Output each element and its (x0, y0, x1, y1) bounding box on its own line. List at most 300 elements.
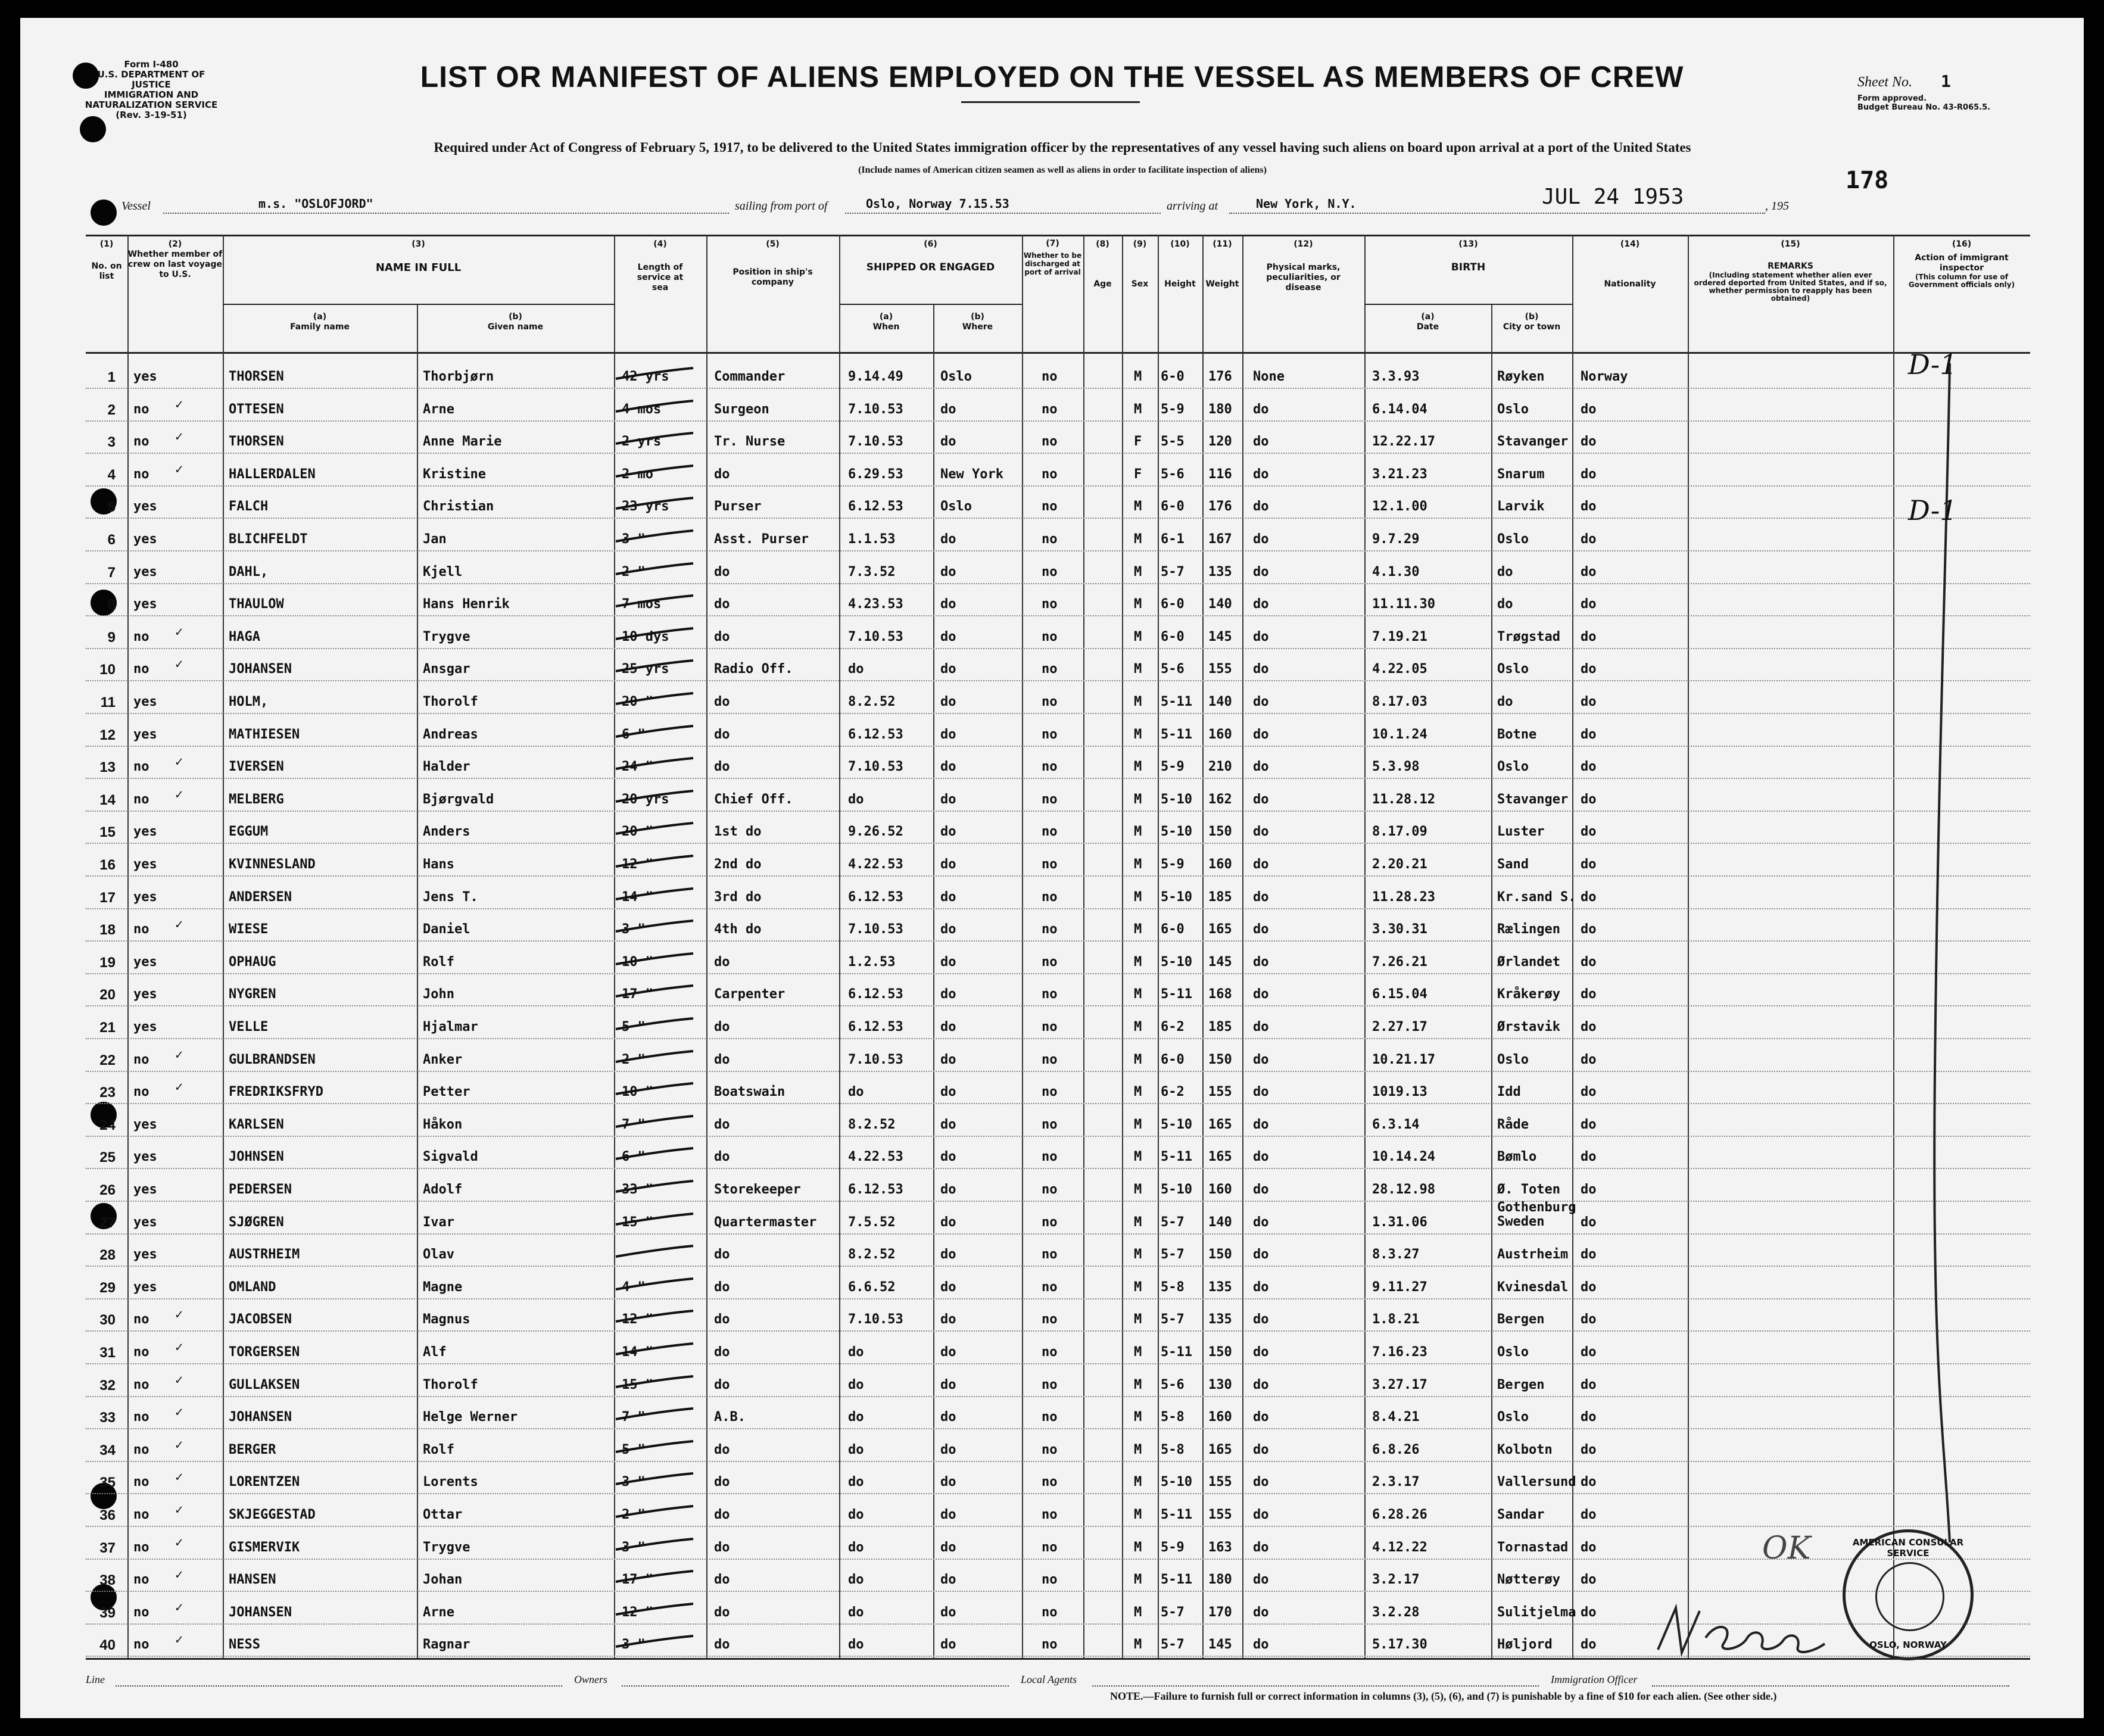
physical-marks-cell: do (1253, 629, 1269, 644)
birth-town-cell: Ørstavik (1497, 1020, 1560, 1034)
sex-cell: M (1134, 1507, 1142, 1522)
height-cell: 5-10 (1161, 1182, 1192, 1197)
check-icon: ✓ (175, 1080, 183, 1095)
service-length-cell: 20 " (622, 824, 653, 840)
shipped-when-cell: do (848, 1539, 864, 1555)
position-cell: do (714, 1475, 730, 1490)
check-icon: ✓ (175, 657, 183, 672)
col16-header (1893, 239, 2030, 289)
birth-date-cell: 3.27.17 (1372, 1377, 1427, 1392)
col3-header (223, 239, 614, 273)
table-row (86, 615, 2030, 649)
column-label: Height (1164, 279, 1196, 289)
position-cell: do (714, 1052, 730, 1067)
discharge-cell: no (1042, 759, 1058, 775)
sex-cell: M (1134, 1572, 1142, 1588)
col2-header (127, 239, 223, 280)
sex-cell: M (1134, 857, 1142, 872)
nationality-cell: do (1581, 954, 1597, 970)
shipped-when-cell: 6.12.53 (848, 889, 903, 905)
service-strike-mark (613, 1180, 696, 1194)
nationality-cell: do (1581, 1572, 1597, 1588)
row-number-cell: 39 (99, 1604, 116, 1621)
weight-cell: 160 (1208, 1410, 1232, 1425)
given-name-cell: Rolf (423, 1442, 454, 1457)
table-row (86, 908, 2030, 942)
weight-cell: 165 (1208, 1149, 1232, 1165)
check-icon: ✓ (175, 1405, 183, 1420)
row-number-cell: 21 (99, 1020, 116, 1036)
shipped-where-cell: do (940, 1279, 956, 1295)
row-number-cell: 36 (99, 1507, 116, 1523)
sex-cell: M (1134, 629, 1142, 644)
table-row (86, 940, 2030, 974)
service-strike-mark (613, 1115, 696, 1129)
birth-town-cell: Oslo (1497, 759, 1529, 775)
family-name-cell: OTTESEN (229, 401, 284, 417)
table-row (86, 388, 2030, 422)
position-cell: do (714, 1345, 730, 1360)
birth-town-cell: Kråkerøy (1497, 987, 1560, 1002)
given-name-cell: Magne (423, 1279, 463, 1295)
discharge-cell: no (1042, 694, 1058, 709)
inspector-mark-line (1914, 357, 1985, 1548)
sex-cell: M (1134, 1117, 1142, 1132)
position-cell: do (714, 694, 730, 709)
family-name-cell: JOHANSEN (229, 1604, 292, 1620)
weight-cell: 145 (1208, 629, 1232, 644)
budget-approval (1857, 94, 1990, 112)
family-name-cell: VELLE (229, 1020, 269, 1034)
crew-status-cell: yes (133, 597, 157, 612)
physical-marks-cell: do (1253, 1637, 1269, 1653)
given-name-cell: Alf (423, 1345, 447, 1360)
shipped-when-cell: 6.6.52 (848, 1279, 896, 1295)
position-cell: do (714, 1247, 730, 1263)
position-cell: do (714, 1604, 730, 1620)
position-cell: do (714, 466, 730, 482)
birth-town-cell: do (1497, 564, 1513, 579)
physical-marks-cell: do (1253, 564, 1269, 579)
discharge-cell: no (1042, 401, 1058, 417)
height-cell: 5-9 (1161, 1539, 1185, 1555)
service-length-cell: 2 " (622, 564, 646, 579)
birth-date-cell: 4.22.05 (1372, 662, 1427, 677)
birth-date-cell: 8.3.27 (1372, 1247, 1420, 1263)
title-underline (961, 101, 1140, 103)
discharge-cell: no (1042, 922, 1058, 937)
shipped-when-cell: do (848, 1572, 864, 1588)
service-strike-mark (613, 1017, 696, 1031)
birth-date-cell: 6.14.04 (1372, 401, 1427, 417)
shipped-when-cell: do (848, 1442, 864, 1457)
discharge-cell: no (1042, 1442, 1058, 1457)
weight-cell: 155 (1208, 662, 1232, 677)
birth-date-cell: 3.2.17 (1372, 1572, 1420, 1588)
discharge-cell: no (1042, 369, 1058, 384)
discharge-cell: no (1042, 1345, 1058, 1360)
crew-status-cell: no (133, 1345, 149, 1360)
table-row (86, 973, 2030, 1006)
row-number-cell: 23 (99, 1084, 116, 1101)
crew-status-cell: no (133, 922, 149, 937)
nationality-cell: do (1581, 1052, 1597, 1067)
birth-date-cell: 7.16.23 (1372, 1345, 1427, 1360)
height-cell: 6-0 (1161, 597, 1185, 612)
service-length-cell: 14 " (622, 889, 653, 905)
table-row (86, 1526, 2030, 1560)
check-icon: ✓ (175, 1372, 183, 1388)
birth-date-cell: 2.20.21 (1372, 857, 1427, 872)
family-name-cell: KARLSEN (229, 1117, 284, 1132)
row-number-cell: 40 (99, 1637, 116, 1654)
nationality-cell: do (1581, 1442, 1597, 1457)
birth-town-cell: Sandar (1497, 1507, 1545, 1522)
table-row (86, 1558, 2030, 1592)
discharge-cell: no (1042, 434, 1058, 450)
birth-date-cell: 6.28.26 (1372, 1507, 1427, 1522)
check-icon: ✓ (175, 624, 183, 640)
height-cell: 5-11 (1161, 727, 1192, 742)
shipped-when-cell: 7.10.53 (848, 759, 903, 775)
discharge-cell: no (1042, 662, 1058, 677)
row-number-cell: 8 (107, 597, 116, 613)
seal-text: AMERICAN CONSULAR SERVICE (1852, 1537, 1964, 1559)
col15-header (1688, 239, 1893, 303)
table-row (86, 1460, 2030, 1494)
nationality-cell: do (1581, 1279, 1597, 1295)
row-number-cell: 18 (99, 922, 116, 939)
service: IMMIGRATION AND NATURALIZATION SERVICE (85, 89, 218, 110)
discharge-cell: no (1042, 1214, 1058, 1230)
crew-status-cell: no (133, 629, 149, 644)
arriving-at: New York, N.Y. (1256, 197, 1357, 211)
row-number-cell: 12 (99, 727, 116, 743)
given-name-cell: Ottar (423, 1507, 463, 1522)
service-strike-mark (613, 1407, 696, 1422)
sex-cell: M (1134, 1410, 1142, 1425)
shipped-when-cell: 7.3.52 (848, 564, 896, 579)
shipped-where-cell: do (940, 1604, 956, 1620)
shipped-where-cell: do (940, 597, 956, 612)
crew-status-cell: no (133, 1377, 149, 1392)
seal-eagle-icon (1875, 1562, 1944, 1631)
shipped-where-cell: do (940, 857, 956, 872)
height-cell: 5-8 (1161, 1279, 1185, 1295)
check-icon: ✓ (175, 1535, 183, 1550)
column-label: Length of service at sea (637, 263, 684, 292)
column-number: (13) (1458, 239, 1478, 249)
service-length-cell: 10 " (622, 1084, 653, 1100)
check-icon: ✓ (175, 1307, 183, 1323)
shipped-when-cell: 7.10.53 (848, 401, 903, 417)
physical-marks-cell: do (1253, 662, 1269, 677)
crew-status-cell: yes (133, 1020, 157, 1034)
birth-date-cell: 5.3.98 (1372, 759, 1420, 775)
table-row (86, 518, 2030, 551)
service-strike-mark (613, 1082, 696, 1096)
given-name-cell: Ansgar (423, 662, 470, 677)
service-strike-mark (613, 367, 696, 381)
service-length-cell: 7 " (622, 1117, 646, 1132)
height-cell: 6-0 (1161, 922, 1185, 937)
shipped-when-cell: do (848, 1604, 864, 1620)
birth-town-cell: Kvinesdal (1497, 1279, 1569, 1295)
service-length-cell: 42 yrs (622, 369, 669, 384)
given-name-cell: Adolf (423, 1182, 463, 1197)
shipped-where-cell: do (940, 1247, 956, 1263)
service-length-cell: 23 yrs (622, 499, 669, 515)
service-strike-mark (613, 1538, 696, 1552)
row-number-cell: 22 (99, 1052, 116, 1068)
table-row (86, 1201, 2030, 1235)
nationality-cell: do (1581, 466, 1597, 482)
birth-date-cell: 4.1.30 (1372, 564, 1420, 579)
shipped-where-cell: do (940, 1020, 956, 1034)
date-stamp: JUL 24 1953 (1542, 185, 1684, 209)
height-cell: 5-11 (1161, 1507, 1192, 1522)
weight-cell: 135 (1208, 564, 1232, 579)
table-row (86, 1038, 2030, 1072)
discharge-cell: no (1042, 532, 1058, 547)
revision: (Rev. 3-19-51) (116, 110, 187, 120)
weight-cell: 145 (1208, 1637, 1232, 1653)
physical-marks-cell: do (1253, 1475, 1269, 1490)
crew-status-cell: yes (133, 1182, 157, 1197)
sex-cell: M (1134, 1475, 1142, 1490)
position-cell: do (714, 1442, 730, 1457)
crew-status-cell: yes (133, 564, 157, 579)
given-name-cell: Anker (423, 1052, 463, 1067)
row-number-cell: 6 (107, 532, 116, 548)
birth-town-cell: Luster (1497, 824, 1545, 840)
row-number-cell: 14 (99, 791, 116, 808)
physical-marks-cell: do (1253, 1410, 1269, 1425)
height-cell: 5-10 (1161, 954, 1192, 970)
weight-cell: 150 (1208, 1052, 1232, 1067)
family-name-cell: NESS (229, 1637, 260, 1653)
table-row (86, 1428, 2030, 1462)
service-strike-mark (613, 1635, 696, 1649)
birth-date-cell: 3.3.93 (1372, 369, 1420, 384)
sex-cell: M (1134, 889, 1142, 905)
nationality-cell: do (1581, 759, 1597, 775)
family-name-header: (a) Family name (290, 312, 350, 332)
physical-marks-cell: do (1253, 727, 1269, 742)
height-cell: 6-0 (1161, 629, 1185, 644)
shipped-where-cell: do (940, 1117, 956, 1132)
birth-town-cell: Kr.sand S. (1497, 889, 1576, 905)
crew-status-cell: yes (133, 1247, 157, 1263)
when-header: (a) When (872, 312, 900, 332)
crew-status-cell: no (133, 1637, 149, 1653)
column-label: Whether member of crew on last voyage to U.S. (127, 250, 223, 279)
discharge-cell: no (1042, 1020, 1058, 1034)
height-cell: 5-10 (1161, 889, 1192, 905)
family-name-cell: THORSEN (229, 434, 284, 450)
shipped-when-cell: 6.12.53 (848, 987, 903, 1002)
table-row (86, 843, 2030, 877)
family-name-cell: BLICHFELDT (229, 532, 308, 547)
family-name-cell: FALCH (229, 499, 269, 515)
crew-status-cell: no (133, 1312, 149, 1327)
position-cell: A.B. (714, 1410, 746, 1425)
column-number: (14) (1620, 239, 1640, 249)
crew-status-cell: yes (133, 694, 157, 709)
nationality-cell: do (1581, 1182, 1597, 1197)
subheader-rule (223, 304, 614, 305)
row-number-cell: 19 (99, 954, 116, 971)
birth-town-cell: Oslo (1497, 401, 1529, 417)
family-name-cell: JOHANSEN (229, 662, 292, 677)
birth-date-cell: 12.22.17 (1372, 434, 1435, 450)
discharge-cell: no (1042, 499, 1058, 515)
arriving-label: arriving at (1167, 200, 1218, 213)
discharge-cell: no (1042, 1507, 1058, 1522)
page-title: LIST OR MANIFEST OF ALIENS EMPLOYED ON THE VESSEL AS MEMBERS OF CREW (420, 60, 1684, 93)
column-sublabel: (This column for use of Government officials only) (1908, 273, 2015, 289)
discharge-cell: no (1042, 1604, 1058, 1620)
sheet-label: Sheet No. (1857, 74, 1912, 90)
col9-header (1122, 239, 1158, 289)
service-strike-mark (613, 562, 696, 576)
shipped-where-cell: do (940, 987, 956, 1002)
table-row (86, 1103, 2030, 1137)
weight-cell: 165 (1208, 1442, 1232, 1457)
weight-cell: 155 (1208, 1475, 1232, 1490)
discharge-cell: no (1042, 1279, 1058, 1295)
weight-cell: 168 (1208, 987, 1232, 1002)
birth-town-cell: Oslo (1497, 532, 1529, 547)
service-strike-mark (613, 659, 696, 674)
physical-marks-cell: do (1253, 1214, 1269, 1230)
height-cell: 5-10 (1161, 824, 1192, 840)
birth-date-cell: 9.7.29 (1372, 532, 1420, 547)
column-number: (10) (1170, 239, 1190, 249)
crew-status-cell: no (133, 1604, 149, 1620)
service-strike-mark (613, 1375, 696, 1389)
birth-town-cell: Larvik (1497, 499, 1545, 515)
birth-date-cell: 9.11.27 (1372, 1279, 1427, 1295)
crew-status-cell: yes (133, 1149, 157, 1165)
service-length-cell: 3 " (622, 1539, 646, 1555)
sex-cell: F (1134, 466, 1142, 482)
subnote: (Include names of American citizen seamen as well as aliens in order to facilitate inspection of aliens) (858, 165, 1267, 175)
birth-town-cell: Stavanger (1497, 434, 1569, 450)
service-length-cell: 17 " (622, 1572, 653, 1588)
column-number: (1) (99, 239, 114, 249)
row-number-cell: 30 (99, 1312, 116, 1329)
weight-cell: 160 (1208, 1182, 1232, 1197)
weight-cell: 155 (1208, 1084, 1232, 1100)
sailing-label: sailing from port of (735, 200, 828, 213)
birth-town-cell: Røyken (1497, 369, 1545, 384)
birth-date-cell: 1.8.21 (1372, 1312, 1420, 1327)
discharge-cell: no (1042, 954, 1058, 970)
column-number: (11) (1212, 239, 1232, 249)
shipped-where-cell: do (940, 889, 956, 905)
sex-cell: M (1134, 1539, 1142, 1555)
position-cell: do (714, 1637, 730, 1653)
header-bottom-rule (86, 352, 2030, 354)
position-cell: Commander (714, 369, 786, 384)
physical-marks-cell: do (1253, 857, 1269, 872)
column-number: (6) (924, 239, 937, 249)
family-name-cell: LORENTZEN (229, 1475, 300, 1490)
shipped-when-cell: 8.2.52 (848, 1117, 896, 1132)
physical-marks-cell: do (1253, 1182, 1269, 1197)
discharge-cell: no (1042, 791, 1058, 807)
col6-header (839, 239, 1022, 273)
shipped-where-cell: do (940, 791, 956, 807)
physical-marks-cell: do (1253, 791, 1269, 807)
service-strike-mark (613, 855, 696, 869)
table-row (86, 355, 2030, 389)
birth-town-cell: Oslo (1497, 662, 1529, 677)
service-strike-mark (613, 1050, 696, 1064)
crew-status-cell: no (133, 759, 149, 775)
service-length-cell: 15 " (622, 1377, 653, 1392)
service-length-cell: 7 mos (622, 597, 662, 612)
given-name-cell: Thorolf (423, 694, 478, 709)
shipped-where-cell: do (940, 824, 956, 840)
service-length-cell: 6 " (622, 1149, 646, 1165)
position-cell: do (714, 1507, 730, 1522)
given-name-cell: Arne (423, 401, 454, 417)
budget-line: Budget Bureau No. 43-R065.5. (1857, 103, 1991, 112)
weight-cell: 180 (1208, 1572, 1232, 1588)
shipped-when-cell: 9.14.49 (848, 369, 903, 384)
shipped-where-cell: do (940, 564, 956, 579)
given-name-cell: Daniel (423, 922, 470, 937)
weight-cell: 162 (1208, 791, 1232, 807)
birth-town-cell: Nøtterøy (1497, 1572, 1560, 1588)
birth-date-cell: 12.1.00 (1372, 499, 1427, 515)
birth-town-cell: Sand (1497, 857, 1529, 872)
sex-cell: M (1134, 1312, 1142, 1327)
shipped-where-cell: do (940, 1507, 956, 1522)
sex-cell: M (1134, 401, 1142, 417)
shipped-where-cell: do (940, 1312, 956, 1327)
shipped-when-cell: 7.5.52 (848, 1214, 896, 1230)
column-label: Whether to be discharged at port of arrival (1023, 251, 1082, 276)
check-icon: ✓ (175, 1567, 183, 1583)
birth-town-cell: Tornastad (1497, 1539, 1569, 1555)
row-number-cell: 38 (99, 1572, 116, 1589)
birth-town-cell: Ørlandet (1497, 954, 1560, 970)
table-row (86, 647, 2030, 681)
weight-cell: 185 (1208, 889, 1232, 905)
service-strike-mark (613, 497, 696, 511)
dotted-line (622, 1670, 1009, 1687)
position-cell: do (714, 759, 730, 775)
weight-cell: 140 (1208, 1214, 1232, 1230)
shipped-when-cell: 1.1.53 (848, 532, 896, 547)
check-icon: ✓ (175, 1340, 183, 1355)
sex-cell: M (1134, 1279, 1142, 1295)
physical-marks-cell: do (1253, 1377, 1269, 1392)
check-icon: ✓ (175, 1600, 183, 1615)
table-row (86, 1363, 2030, 1397)
sex-cell: M (1134, 1020, 1142, 1034)
check-icon: ✓ (175, 1437, 183, 1453)
physical-marks-cell: do (1253, 401, 1269, 417)
crew-status-cell: no (133, 466, 149, 482)
shipped-where-cell: do (940, 759, 956, 775)
sex-cell: M (1134, 564, 1142, 579)
position-cell: 1st do (714, 824, 762, 840)
position-cell: do (714, 1572, 730, 1588)
